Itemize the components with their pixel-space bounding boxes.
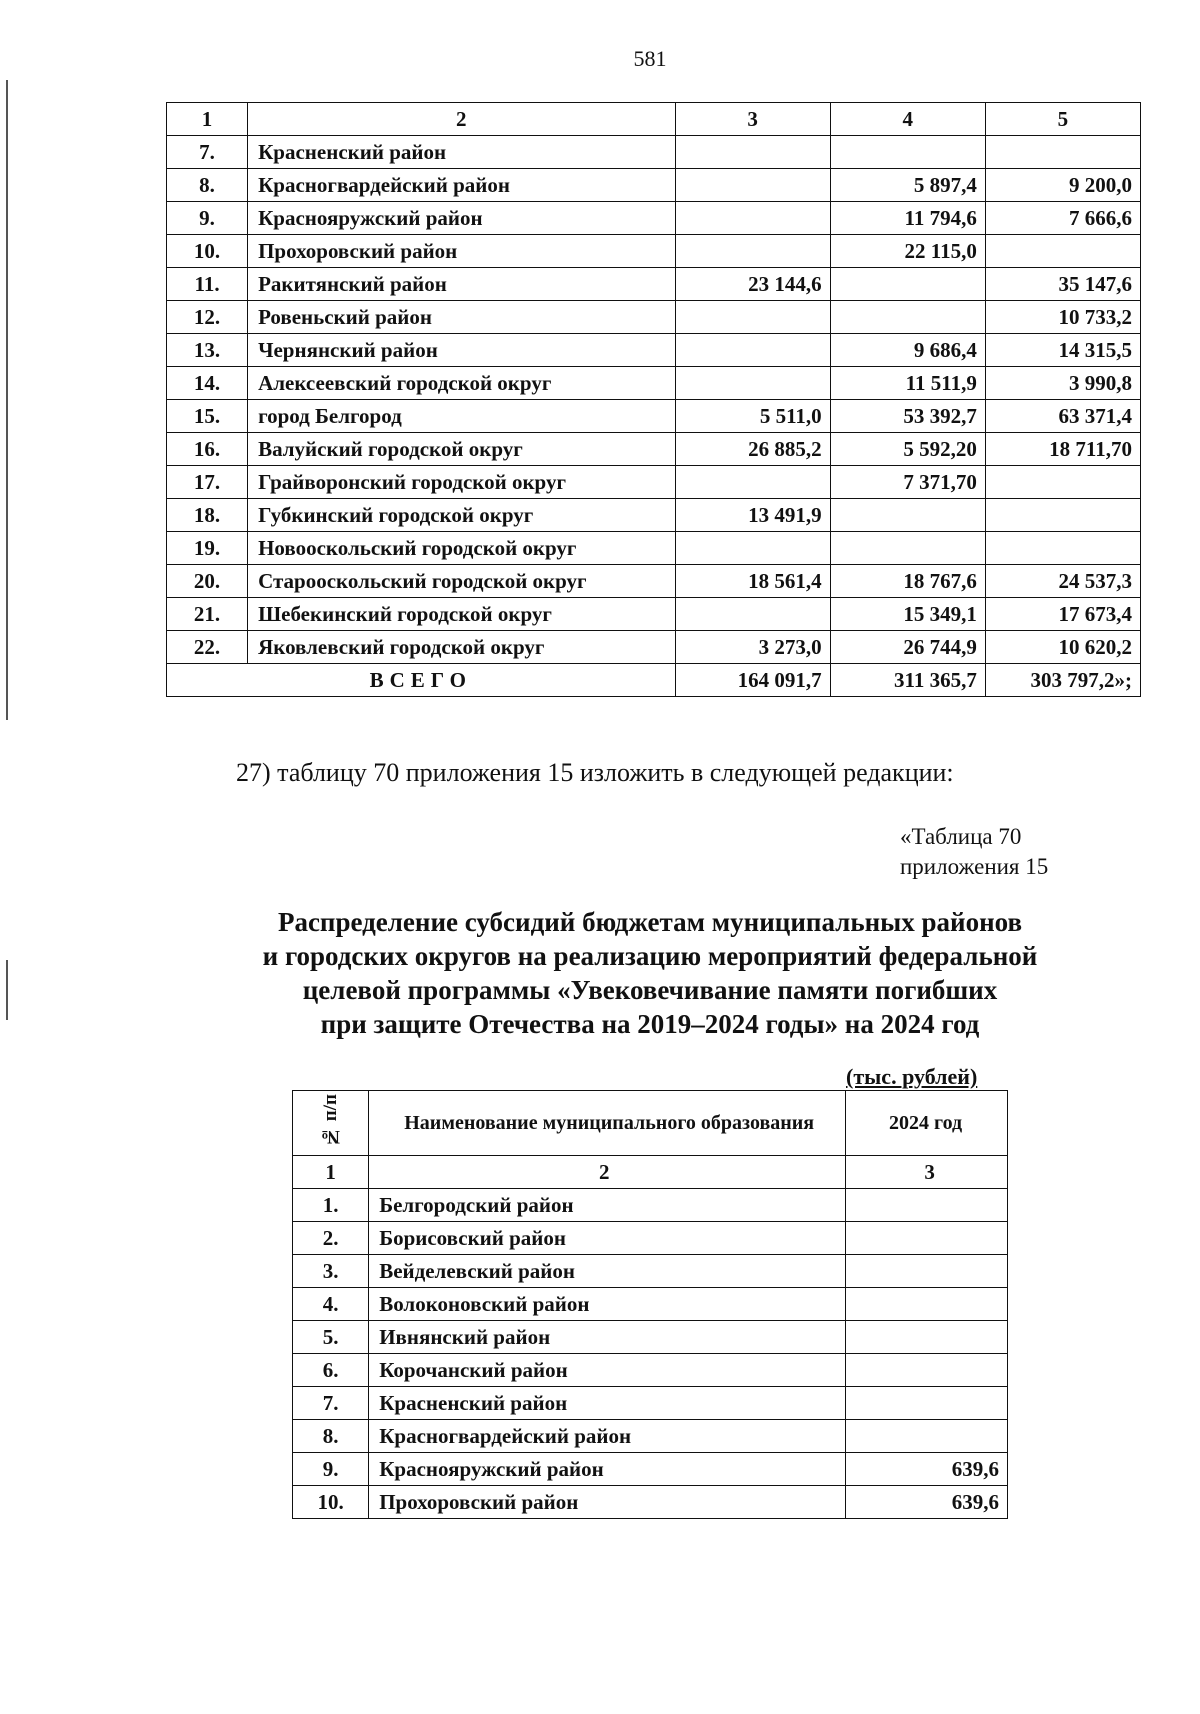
- row-name: Ивнянский район: [369, 1321, 846, 1354]
- row-name: Ровеньский район: [248, 301, 675, 334]
- row-name: Прохоровский район: [248, 235, 675, 268]
- row-name: Краснояружский район: [248, 202, 675, 235]
- row-value-4: [830, 268, 985, 301]
- total-label: ВСЕГО: [167, 664, 676, 697]
- row-name: Валуйский городской округ: [248, 433, 675, 466]
- title-line-2: и городских округов на реализацию мероприятий федеральной: [262, 941, 1038, 971]
- row-number: 18.: [167, 499, 248, 532]
- table-row: [293, 1453, 1008, 1486]
- row-number: 12.: [167, 301, 248, 334]
- row-name: Красненский район: [248, 136, 675, 169]
- table-row: [167, 433, 1141, 466]
- row-value-4: 7 371,70: [830, 466, 985, 499]
- row-value-5: 17 673,4: [985, 598, 1140, 631]
- row-name: Шебекинский городской округ: [248, 598, 675, 631]
- row-value-4: 11 794,6: [830, 202, 985, 235]
- row-value: 639,6: [846, 1453, 1008, 1486]
- row-value-3: [675, 235, 830, 268]
- row-number: 10.: [293, 1486, 369, 1519]
- row-value-3: 23 144,6: [675, 268, 830, 301]
- row-value-3: [675, 136, 830, 169]
- row-number: 7.: [293, 1387, 369, 1420]
- table-header-row: [293, 1091, 1008, 1156]
- row-value-5: [985, 499, 1140, 532]
- row-value-3: 5 511,0: [675, 400, 830, 433]
- row-value-5: 3 990,8: [985, 367, 1140, 400]
- row-name: Красненский район: [369, 1387, 846, 1420]
- row-number: 17.: [167, 466, 248, 499]
- total-value-3: 164 091,7: [675, 664, 830, 697]
- row-value: [846, 1321, 1008, 1354]
- row-name: Губкинский городской округ: [248, 499, 675, 532]
- col-number-1: 1: [167, 103, 248, 136]
- table-row: [167, 400, 1141, 433]
- table-row: [167, 136, 1141, 169]
- row-value-4: 15 349,1: [830, 598, 985, 631]
- row-name: Яковлевский городской округ: [248, 631, 675, 664]
- row-name: Прохоровский район: [369, 1486, 846, 1519]
- header-name-cell: Наименование муниципального образования: [369, 1091, 846, 1156]
- table-title: [200, 905, 1100, 1041]
- row-value-4: 22 115,0: [830, 235, 985, 268]
- row-value-5: 35 147,6: [985, 268, 1140, 301]
- row-value-3: 13 491,9: [675, 499, 830, 532]
- col-number-3: 3: [675, 103, 830, 136]
- col-number-1: 1: [293, 1156, 369, 1189]
- table-row: [293, 1486, 1008, 1519]
- row-name: Старооскольский городской округ: [248, 565, 675, 598]
- row-value: [846, 1387, 1008, 1420]
- row-number: 5.: [293, 1321, 369, 1354]
- row-value: [846, 1420, 1008, 1453]
- col-number-3: 3: [846, 1156, 1008, 1189]
- row-value-5: 10 733,2: [985, 301, 1140, 334]
- table-header-row: [167, 103, 1141, 136]
- row-name: Ракитянский район: [248, 268, 675, 301]
- table-row: [293, 1321, 1008, 1354]
- row-value-5: [985, 466, 1140, 499]
- row-value-3: 3 273,0: [675, 631, 830, 664]
- row-value-5: 18 711,70: [985, 433, 1140, 466]
- row-name: Красногвардейский район: [369, 1420, 846, 1453]
- table-row: [167, 334, 1141, 367]
- row-value-4: 9 686,4: [830, 334, 985, 367]
- row-value: 639,6: [846, 1486, 1008, 1519]
- table-row: [167, 466, 1141, 499]
- row-value-4: 53 392,7: [830, 400, 985, 433]
- caption-line-1: «Таблица 70: [900, 824, 1022, 849]
- row-value-3: [675, 598, 830, 631]
- header-year-cell: 2024 год: [846, 1091, 1008, 1156]
- row-name: Волоконовский район: [369, 1288, 846, 1321]
- col-number-2: 2: [369, 1156, 846, 1189]
- row-value-3: [675, 334, 830, 367]
- table-row: [167, 301, 1141, 334]
- subsidy-table-70: [292, 1090, 1008, 1519]
- total-row: [167, 664, 1141, 697]
- row-number: 21.: [167, 598, 248, 631]
- table-row: [167, 202, 1141, 235]
- row-number: 16.: [167, 433, 248, 466]
- row-value-5: 7 666,6: [985, 202, 1140, 235]
- row-number: 11.: [167, 268, 248, 301]
- row-name: Грайворонский городской округ: [248, 466, 675, 499]
- table-row: [167, 532, 1141, 565]
- instruction-text: 27) таблицу 70 приложения 15 изложить в следующей редакции:: [236, 758, 954, 787]
- table-row: [167, 631, 1141, 664]
- row-value: [846, 1354, 1008, 1387]
- row-name: Красногвардейский район: [248, 169, 675, 202]
- row-number: 1.: [293, 1189, 369, 1222]
- subsidy-table-continued: [166, 102, 1141, 697]
- row-value-5: 9 200,0: [985, 169, 1140, 202]
- col-number-4: 4: [830, 103, 985, 136]
- header-number-cell: [293, 1091, 369, 1156]
- table-row: [293, 1288, 1008, 1321]
- row-number: 15.: [167, 400, 248, 433]
- row-number: 10.: [167, 235, 248, 268]
- row-number: 4.: [293, 1288, 369, 1321]
- row-value-3: [675, 367, 830, 400]
- row-value-5: 10 620,2: [985, 631, 1140, 664]
- row-name: Чернянский район: [248, 334, 675, 367]
- table-row: [293, 1354, 1008, 1387]
- table-row: [293, 1420, 1008, 1453]
- row-value-3: [675, 301, 830, 334]
- row-value: [846, 1255, 1008, 1288]
- table-row: [167, 268, 1141, 301]
- row-value-5: 24 537,3: [985, 565, 1140, 598]
- row-name: Новооскольский городской округ: [248, 532, 675, 565]
- col-number-5: 5: [985, 103, 1140, 136]
- row-value-4: 5 897,4: [830, 169, 985, 202]
- row-value-3: [675, 169, 830, 202]
- row-name: Алексеевский городской округ: [248, 367, 675, 400]
- table-row: [293, 1189, 1008, 1222]
- table-row: [167, 367, 1141, 400]
- row-number: 8.: [293, 1420, 369, 1453]
- row-value: [846, 1222, 1008, 1255]
- row-value-4: [830, 301, 985, 334]
- title-line-3: целевой программы «Увековечивание памяти погибших: [302, 975, 998, 1005]
- row-value-4: 5 592,20: [830, 433, 985, 466]
- row-number: 7.: [167, 136, 248, 169]
- row-name: Вейделевский район: [369, 1255, 846, 1288]
- scan-edge-mark: [6, 960, 8, 1020]
- table-row: [167, 499, 1141, 532]
- row-value-3: [675, 532, 830, 565]
- scan-edge-mark: [6, 80, 8, 720]
- row-name: Краснояружский район: [369, 1453, 846, 1486]
- row-number: 9.: [293, 1453, 369, 1486]
- row-name: Корочанский район: [369, 1354, 846, 1387]
- table-row: [167, 565, 1141, 598]
- row-number: 8.: [167, 169, 248, 202]
- row-value-3: [675, 202, 830, 235]
- table-row: [167, 235, 1141, 268]
- total-value-4: 311 365,7: [830, 664, 985, 697]
- row-value-4: [830, 499, 985, 532]
- row-value-5: [985, 532, 1140, 565]
- table-row: [293, 1222, 1008, 1255]
- units-label: (тыс. рублей): [846, 1064, 978, 1089]
- title-line-4: при защите Отечества на 2019–2024 годы» на 2024 год: [320, 1009, 980, 1039]
- row-value: [846, 1288, 1008, 1321]
- row-value-5: [985, 235, 1140, 268]
- row-value-4: 11 511,9: [830, 367, 985, 400]
- table-row: [293, 1255, 1008, 1288]
- row-number: 22.: [167, 631, 248, 664]
- col-number-2: 2: [248, 103, 675, 136]
- title-line-1: Распределение субсидий бюджетам муниципальных районов: [277, 907, 1023, 937]
- table-row: [293, 1387, 1008, 1420]
- caption-line-2: приложения 15: [900, 854, 1049, 879]
- table-row: [167, 598, 1141, 631]
- row-value-4: [830, 532, 985, 565]
- table-row: [167, 169, 1141, 202]
- row-number: 2.: [293, 1222, 369, 1255]
- row-value-3: [675, 466, 830, 499]
- row-name: Белгородский район: [369, 1189, 846, 1222]
- total-value-5: 303 797,2»;: [985, 664, 1140, 697]
- column-number-row: [293, 1156, 1008, 1189]
- row-number: 3.: [293, 1255, 369, 1288]
- row-number: 9.: [167, 202, 248, 235]
- row-number: 19.: [167, 532, 248, 565]
- row-number: 13.: [167, 334, 248, 367]
- table-caption: [900, 822, 1048, 882]
- row-name: Борисовский район: [369, 1222, 846, 1255]
- row-value-5: 63 371,4: [985, 400, 1140, 433]
- row-value-4: 18 767,6: [830, 565, 985, 598]
- header-number-label: № п/п: [319, 1093, 341, 1147]
- row-value-5: 14 315,5: [985, 334, 1140, 367]
- row-name: город Белгород: [248, 400, 675, 433]
- row-value-5: [985, 136, 1140, 169]
- row-value-3: 26 885,2: [675, 433, 830, 466]
- row-number: 20.: [167, 565, 248, 598]
- page-number: 581: [633, 46, 667, 71]
- row-value-4: [830, 136, 985, 169]
- row-number: 6.: [293, 1354, 369, 1387]
- row-number: 14.: [167, 367, 248, 400]
- row-value-3: 18 561,4: [675, 565, 830, 598]
- row-value-4: 26 744,9: [830, 631, 985, 664]
- row-value: [846, 1189, 1008, 1222]
